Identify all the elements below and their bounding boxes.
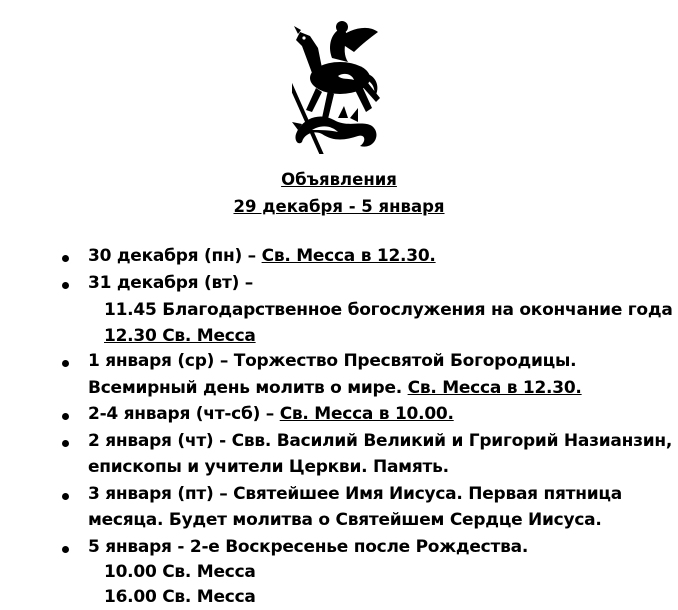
- bullet-icon: [62, 255, 69, 262]
- bullet-icon: [62, 440, 69, 447]
- list-item-continuation: [88, 510, 602, 530]
- item-text: 16.00 Св. Месса: [104, 587, 256, 607]
- bullet-icon: [62, 413, 69, 420]
- list-item-subline: [104, 326, 256, 346]
- list-item-subline: [104, 587, 256, 607]
- list-item: [88, 484, 622, 504]
- item-text: 11.45 Благодарственное богослужения на окончание года: [104, 300, 673, 320]
- item-text: 10.00 Св. Месса: [104, 562, 256, 582]
- item-text: Всемирный день молитв о мире.: [88, 378, 408, 398]
- list-item-subline: [104, 300, 673, 320]
- list-item: [88, 537, 528, 557]
- list-item: [88, 351, 576, 371]
- list-item: [88, 246, 436, 266]
- list-item: [88, 273, 253, 293]
- item-text: 2-4 января (чт-сб) –: [88, 404, 280, 424]
- item-text: 1 января (ср) – Торжество Пресвятой Богородицы.: [88, 351, 577, 371]
- item-text: 31 декабря (вт) –: [88, 273, 254, 293]
- item-text: епископы и учители Церкви. Память.: [88, 457, 449, 477]
- item-text: 30 декабря (пн) –: [88, 246, 262, 266]
- item-text: 5 января - 2-е Воскресенье после Рождества.: [88, 537, 529, 557]
- bullet-icon: [62, 546, 69, 553]
- item-text: 3 января (пт) – Святейшее Имя Иисуса. Первая пятница: [88, 484, 623, 504]
- item-text: месяца. Будет молитва о Святейшем Сердце Иисуса.: [88, 510, 602, 530]
- bullet-icon: [62, 360, 69, 367]
- mass-link[interactable]: 12.30 Св. Месса: [104, 326, 256, 346]
- item-text: 2 января (чт) - Свв. Василий Великий и Григорий Назианзин,: [88, 431, 673, 451]
- list-item: [88, 431, 672, 451]
- bullet-icon: [62, 282, 69, 289]
- list-item-continuation: [88, 457, 449, 477]
- list-item-subline: [104, 562, 256, 582]
- mass-link[interactable]: Св. Месса в 12.30.: [261, 246, 436, 266]
- mass-link[interactable]: Св. Месса в 10.00.: [279, 404, 454, 424]
- bullet-icon: [62, 493, 69, 500]
- list-item-continuation: [88, 378, 582, 398]
- list-item: [88, 404, 454, 424]
- mass-link[interactable]: Св. Месса в 12.30.: [407, 378, 582, 398]
- st-george-icon: [292, 18, 382, 154]
- date-range: 29 декабря - 5 января: [233, 197, 445, 216]
- page-title: Объявления: [281, 170, 397, 189]
